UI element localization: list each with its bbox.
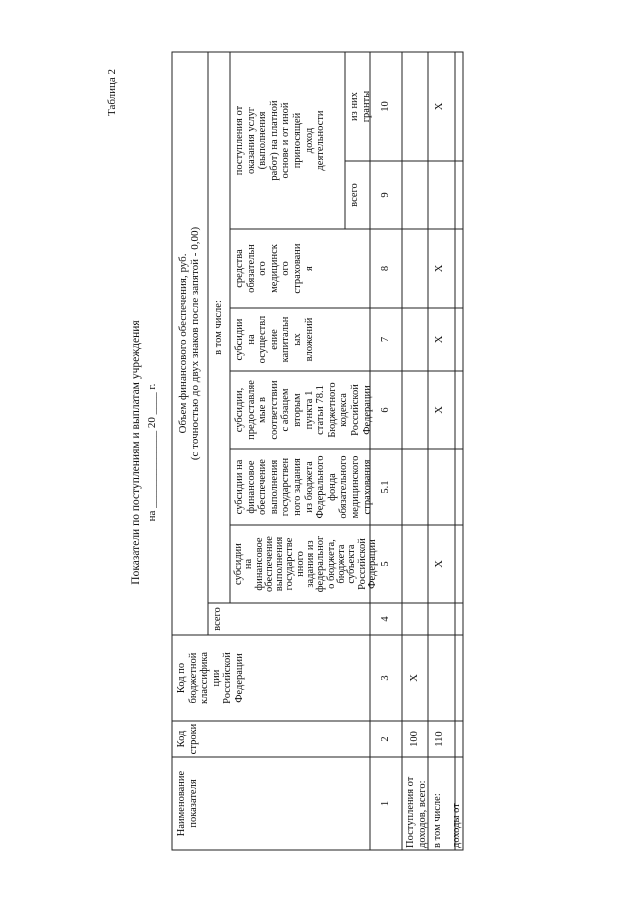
header-total: всего bbox=[212, 607, 223, 631]
page-title: Показатели по поступлениям и выплатам учреждения bbox=[130, 320, 142, 585]
table-label: Таблица 2 bbox=[106, 68, 118, 116]
column-number: 5 bbox=[380, 561, 391, 567]
column-number: 7 bbox=[380, 336, 391, 343]
row-cell: X bbox=[434, 560, 445, 568]
row-cell: X bbox=[434, 264, 445, 273]
row-cell: X bbox=[409, 674, 420, 682]
row-cell: X bbox=[434, 102, 445, 111]
column-number: 2 bbox=[380, 736, 391, 742]
header-sub7: субсидии на осуществл ение капитальн ых вложений bbox=[234, 315, 315, 364]
row-name: в том числе: bbox=[432, 793, 443, 848]
column-number: 1 bbox=[380, 800, 391, 807]
header-sub9-total: всего bbox=[349, 183, 360, 207]
row-name: доходы от bbox=[451, 803, 462, 848]
row-cell: X bbox=[434, 406, 445, 414]
column-number: 9 bbox=[380, 192, 391, 198]
header-code: Код строки bbox=[176, 723, 199, 755]
header-name: Наименование показателя bbox=[176, 770, 199, 837]
column-number: 3 bbox=[380, 675, 391, 681]
column-number: 4 bbox=[380, 616, 391, 622]
row-code: 110 bbox=[434, 731, 445, 747]
column-number: 8 bbox=[380, 265, 391, 272]
header-volume: Объем финансового обеспечения, руб. (с точностью до двух знаков после запятой - 0,00) bbox=[177, 226, 201, 461]
column-number: 6 bbox=[380, 407, 391, 413]
header-sub51: субсидии на финансовое обеспечение выполнения государствен ного задания из бюджета Федерального фонда обязательного медицинского страхования bbox=[234, 455, 373, 519]
header-sub9: поступления от оказания услуг (выполнения работ) на платной основе и от иной приносящей доход деятельности bbox=[234, 100, 327, 181]
header-sub9-grants: из них гранты bbox=[349, 90, 372, 123]
header-sub5: субсидии на финансовое обеспечение выполнения государстве нного задания из федеральног о бюджета, бюджета субъекта Российской Федерации bbox=[233, 535, 378, 593]
header-incl: в том числе: bbox=[213, 300, 224, 355]
row-code: 100 bbox=[409, 731, 420, 747]
header-sub6: субсидии, предоставляе мые в соответствии с абзацем вторым пункта 1 статьи 78.1 Бюджетного кодекса Российской Федерации bbox=[234, 380, 373, 440]
column-number: 10 bbox=[380, 101, 391, 112]
column-number: 5.1 bbox=[380, 480, 391, 494]
header-sub8: средства обязательн ого медицинск ого страховани я bbox=[234, 243, 315, 294]
row-cell: X bbox=[434, 335, 445, 344]
header-kbk: Код по бюджетной классифика ции Российской Федерации bbox=[176, 652, 245, 704]
row-name: Поступления от доходов, всего: bbox=[405, 776, 428, 848]
date-line: на ______________ 20 ____ г. bbox=[146, 383, 158, 522]
